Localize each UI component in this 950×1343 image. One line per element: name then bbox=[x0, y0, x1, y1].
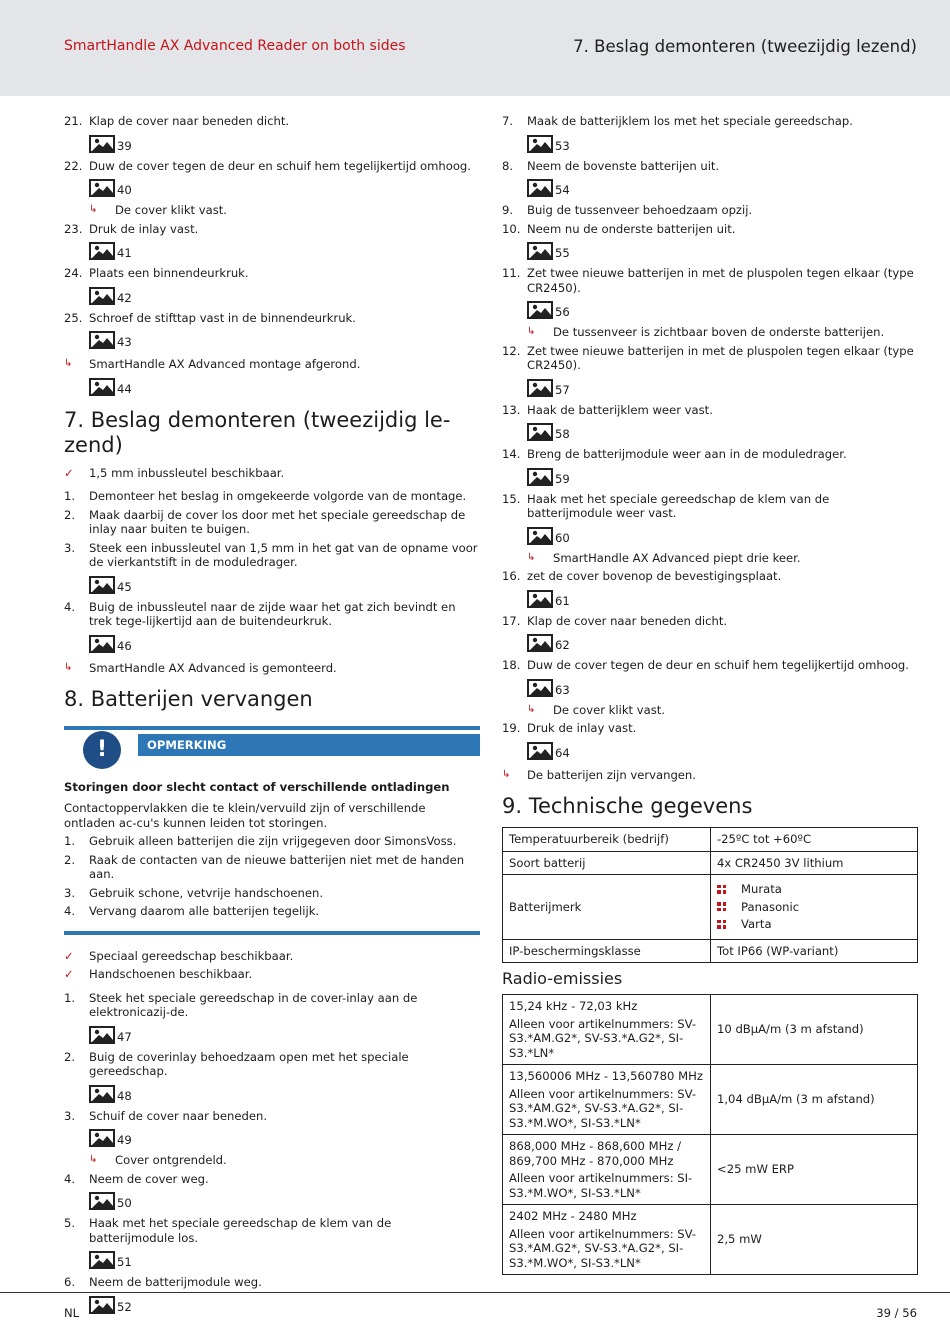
list-item bbox=[502, 569, 918, 584]
result-text: Cover ontgrendeld. bbox=[115, 1153, 227, 1167]
frequency-cell bbox=[503, 1135, 711, 1205]
frequency-cell bbox=[503, 1205, 711, 1275]
image-icon bbox=[89, 1085, 115, 1103]
result-text: De tussenveer is zichtbaar boven de onderste batterijen. bbox=[553, 325, 885, 339]
image-icon bbox=[89, 135, 115, 153]
figure-number: 62 bbox=[555, 638, 570, 652]
step-number: 8. bbox=[502, 158, 514, 173]
assembly-complete-result bbox=[64, 357, 480, 372]
step-number: 3. bbox=[64, 1108, 76, 1123]
header-product-title: SmartHandle AX Advanced Reader on both sides bbox=[64, 38, 406, 54]
step-number: 5. bbox=[64, 1216, 76, 1230]
checkmark-icon: ✓ bbox=[64, 948, 74, 963]
list-item bbox=[64, 1216, 480, 1245]
brand-list-item bbox=[717, 917, 911, 932]
step-number: 24. bbox=[64, 266, 83, 280]
result-text: De cover klikt vast. bbox=[553, 702, 665, 717]
frequency-cell bbox=[503, 1065, 711, 1135]
step-text: Klap de cover naar beneden dicht. bbox=[89, 114, 290, 128]
result-arrow-icon: ↳ bbox=[64, 661, 73, 673]
step-number: 22. bbox=[64, 158, 83, 173]
emission-value-cell: 10 dBµA/m (3 m afstand) bbox=[711, 995, 918, 1065]
red-bullet-icon bbox=[717, 885, 726, 894]
figure-placeholder bbox=[89, 1190, 480, 1210]
step-number: 4. bbox=[64, 1171, 76, 1186]
figure-number: 54 bbox=[555, 183, 570, 197]
image-icon bbox=[527, 379, 553, 397]
figure-placeholder bbox=[527, 240, 918, 260]
checklist-text: Handschoenen beschikbaar. bbox=[89, 967, 253, 981]
list-item bbox=[64, 834, 480, 849]
step-text: Buig de coverinlay behoedzaam open met het speciale gereedschap. bbox=[89, 1049, 409, 1078]
list-item bbox=[64, 114, 480, 129]
step-number: 17. bbox=[502, 613, 521, 628]
battery-replaced-result bbox=[502, 768, 918, 783]
table-row bbox=[503, 851, 918, 875]
step-text: Duw de cover tegen de deur en schuif hem tegelijkertijd omhoog. bbox=[527, 658, 909, 672]
list-item bbox=[64, 266, 480, 281]
figure-placeholder bbox=[527, 525, 918, 545]
section-9-heading: 9. Technische gegevens bbox=[502, 794, 753, 818]
result-arrow-icon: ↳ bbox=[502, 768, 511, 780]
list-item bbox=[502, 203, 918, 218]
list-item bbox=[64, 159, 480, 174]
table-value-cell: -25ºC tot +60ºC bbox=[711, 828, 918, 852]
result-arrow-icon: ↳ bbox=[527, 326, 536, 337]
figure-placeholder bbox=[89, 329, 480, 349]
list-item bbox=[502, 114, 918, 129]
list-item bbox=[64, 1172, 480, 1187]
step-text: Gebruik alleen batterijen die zijn vrijgegeven door SimonsVoss. bbox=[89, 834, 457, 848]
figure-number: 61 bbox=[555, 593, 570, 608]
table-row bbox=[503, 1205, 918, 1275]
step-text: Druk de inlay vast. bbox=[89, 221, 199, 236]
footer-page-number: 39 / 56 bbox=[876, 1306, 917, 1320]
figure-placeholder bbox=[89, 240, 480, 260]
step-number: 1. bbox=[64, 834, 76, 848]
notice-bottom-bar bbox=[64, 931, 480, 935]
emission-value-cell: 1,04 dBµA/m (3 m afstand) bbox=[711, 1065, 918, 1135]
image-icon bbox=[527, 135, 553, 153]
step-text: Buig de tussenveer behoedzaam opzij. bbox=[527, 203, 753, 217]
step-number: 21. bbox=[64, 114, 83, 128]
step-text: Gebruik schone, vetvrije handschoenen. bbox=[89, 885, 324, 900]
step-number: 10. bbox=[502, 221, 521, 236]
notice-text: Contactoppervlakken die te klein/vervuild zijn of verschillende ontladen ac-cu's kunnen leiden tot storingen. bbox=[64, 801, 426, 830]
figure-number: 57 bbox=[555, 382, 570, 397]
figure-placeholder bbox=[89, 133, 480, 153]
list-item bbox=[502, 614, 918, 629]
list-item bbox=[502, 721, 918, 736]
table-row bbox=[503, 995, 918, 1065]
step-number: 2. bbox=[64, 507, 76, 522]
article-numbers-note: Alleen voor artikelnummers: SV-S3.*AM.G2*, SV-S3.*A.G2*, SI-S3.*LN* bbox=[509, 1016, 697, 1060]
image-icon bbox=[527, 468, 553, 486]
figure-placeholder bbox=[89, 574, 480, 594]
table-key-cell: Soort batterij bbox=[503, 851, 711, 875]
figure-placeholder bbox=[89, 1083, 480, 1103]
image-icon bbox=[527, 423, 553, 441]
figure-number: 58 bbox=[555, 427, 570, 441]
figure-placeholder bbox=[89, 1294, 480, 1314]
image-icon bbox=[89, 242, 115, 260]
brand-list-item bbox=[717, 900, 911, 915]
list-item bbox=[64, 541, 480, 570]
table-row bbox=[503, 875, 918, 940]
figure-placeholder bbox=[527, 740, 918, 760]
figure-number: 55 bbox=[555, 246, 570, 260]
image-icon bbox=[527, 179, 553, 197]
image-icon bbox=[89, 1129, 115, 1147]
result-arrow-icon: ↳ bbox=[527, 551, 536, 563]
table-value-cell: Tot IP66 (WP-variant) bbox=[711, 939, 918, 963]
figure-number: 39 bbox=[117, 138, 132, 153]
step-text: Plaats een binnendeurkruk. bbox=[89, 266, 249, 280]
figure-placeholder bbox=[527, 133, 918, 153]
checklist-item bbox=[64, 466, 480, 481]
list-item bbox=[64, 991, 480, 1020]
step-text: Zet twee nieuwe batterijen in met de pluspolen tegen elkaar (type CR2450). bbox=[527, 266, 914, 295]
image-icon bbox=[527, 590, 553, 608]
list-item bbox=[502, 266, 918, 295]
checklist-item bbox=[64, 949, 480, 964]
table-row bbox=[503, 828, 918, 852]
checkmark-icon: ✓ bbox=[64, 967, 74, 981]
result-text: SmartHandle AX Advanced piept drie keer. bbox=[553, 550, 801, 565]
step-text: Steek een inbussleutel van 1,5 mm in het gat van de opname voor de vierkantstift in de moduledrager. bbox=[89, 540, 478, 569]
result-text: SmartHandle AX Advanced is gemonteerd. bbox=[89, 660, 337, 675]
step-number: 9. bbox=[502, 203, 514, 217]
list-item bbox=[64, 1109, 480, 1124]
figure-number: 40 bbox=[117, 183, 132, 197]
step-result bbox=[527, 551, 918, 566]
exclamation-icon: ! bbox=[83, 731, 121, 769]
table-key-cell: Temperatuurbereik (bedrijf) bbox=[503, 828, 711, 852]
step-text: Neem de batterijmodule weg. bbox=[89, 1275, 262, 1289]
figure-number: 52 bbox=[117, 1299, 132, 1314]
brand-name: Murata bbox=[741, 882, 782, 896]
figure-placeholder bbox=[527, 421, 918, 441]
list-item bbox=[64, 489, 480, 504]
result-text: De cover klikt vast. bbox=[115, 203, 227, 217]
red-bullet-icon bbox=[717, 902, 726, 911]
step-number: 23. bbox=[64, 221, 83, 236]
step-number: 3. bbox=[64, 885, 76, 900]
result-arrow-icon: ↳ bbox=[527, 703, 536, 715]
step-text: Raak de contacten van de nieuwe batterijen niet met de handen aan. bbox=[89, 852, 465, 881]
page-header bbox=[0, 0, 950, 96]
frequency-cell bbox=[503, 995, 711, 1065]
table-value-cell bbox=[711, 875, 918, 940]
technical-data-table bbox=[502, 827, 918, 963]
table-row bbox=[503, 1135, 918, 1205]
checklist-text: 1,5 mm inbussleutel beschikbaar. bbox=[89, 465, 285, 480]
image-icon bbox=[89, 1026, 115, 1044]
step-text: Haak de batterijklem weer vast. bbox=[527, 402, 713, 417]
notice-label: OPMERKING bbox=[138, 734, 480, 756]
step-number: 4. bbox=[64, 904, 76, 918]
step-text: Neem de cover weg. bbox=[89, 1171, 209, 1186]
figure-placeholder bbox=[527, 632, 918, 652]
article-numbers-note: Alleen voor artikelnummers: SI-S3.*M.WO*, SI-S3.*LN* bbox=[509, 1171, 693, 1200]
list-item bbox=[502, 222, 918, 237]
step-number: 3. bbox=[64, 540, 76, 555]
figure-number: 64 bbox=[555, 745, 570, 760]
notice-box bbox=[64, 726, 480, 764]
checklist-text: Speciaal gereedschap beschikbaar. bbox=[89, 948, 294, 963]
step-number: 25. bbox=[64, 310, 83, 325]
image-icon bbox=[89, 1192, 115, 1210]
result-arrow-icon: ↳ bbox=[89, 204, 98, 215]
step-number: 19. bbox=[502, 721, 521, 735]
list-item bbox=[64, 508, 480, 537]
image-icon bbox=[527, 242, 553, 260]
table-row bbox=[503, 1065, 918, 1135]
step-number: 1. bbox=[64, 489, 76, 503]
figure-number: 60 bbox=[555, 530, 570, 545]
figure-placeholder bbox=[527, 466, 918, 486]
figure-number: 56 bbox=[555, 305, 570, 319]
result-text: De batterijen zijn vervangen. bbox=[527, 767, 696, 782]
figure-placeholder bbox=[89, 1024, 480, 1044]
image-icon bbox=[89, 1251, 115, 1269]
figure-placeholder bbox=[89, 1249, 480, 1269]
step-result bbox=[89, 203, 480, 218]
step-number: 7. bbox=[502, 114, 514, 128]
figure-number: 53 bbox=[555, 138, 570, 153]
step-number: 1. bbox=[64, 990, 76, 1005]
frequency-range: 868,000 MHz - 868,600 MHz / 869,700 MHz - 870,000 MHz bbox=[509, 1139, 682, 1168]
image-icon bbox=[527, 634, 553, 652]
step-number: 15. bbox=[502, 491, 521, 506]
image-icon bbox=[89, 331, 115, 349]
figure-placeholder bbox=[527, 299, 918, 319]
step-number: 2. bbox=[64, 1049, 76, 1064]
article-numbers-note: Alleen voor artikelnummers: SV-S3.*AM.G2*, SV-S3.*A.G2*, SI-S3.*M.WO*, SI-S3.*LN* bbox=[509, 1226, 697, 1270]
brand-list-item bbox=[717, 882, 911, 897]
step-text: Neem nu de onderste batterijen uit. bbox=[527, 221, 736, 236]
step-number: 14. bbox=[502, 447, 521, 461]
image-icon bbox=[527, 679, 553, 697]
step-result bbox=[527, 325, 918, 340]
result-arrow-icon: ↳ bbox=[64, 358, 73, 369]
footer-language: NL bbox=[64, 1306, 80, 1320]
section-7-heading: 7. Beslag demonteren (tweezijdig le-zend) bbox=[64, 407, 451, 457]
step-text: Haak met het speciale gereedschap de klem van de batterijmodule weer vast. bbox=[527, 491, 830, 520]
result-arrow-icon: ↳ bbox=[89, 1154, 98, 1165]
list-item bbox=[502, 344, 918, 373]
frequency-range: 13,560006 MHz - 13,560780 MHz bbox=[509, 1069, 703, 1083]
frequency-range: 2402 MHz - 2480 MHz bbox=[509, 1209, 637, 1223]
list-item bbox=[64, 904, 480, 919]
figure-number: 41 bbox=[117, 246, 132, 260]
list-item bbox=[502, 403, 918, 418]
figure-placeholder bbox=[89, 285, 480, 305]
step-number: 18. bbox=[502, 658, 521, 672]
footer-divider bbox=[0, 1292, 950, 1293]
image-icon bbox=[89, 378, 115, 396]
step-result bbox=[527, 703, 918, 718]
step-text: Schroef de stifttap vast in de binnendeurkruk. bbox=[89, 310, 356, 325]
list-item bbox=[64, 600, 480, 629]
figure-placeholder bbox=[89, 1127, 480, 1147]
image-icon bbox=[89, 1296, 115, 1314]
step-text: Duw de cover tegen de deur en schuif hem tegelijkertijd omhoog. bbox=[89, 158, 471, 173]
checkmark-icon: ✓ bbox=[64, 465, 74, 480]
figure-placeholder bbox=[89, 376, 480, 396]
step-text: Haak met het speciale gereedschap de klem van de batterijmodule los. bbox=[89, 1216, 392, 1245]
step-text: zet de cover bovenop de bevestigingsplaat. bbox=[527, 569, 782, 583]
figure-placeholder bbox=[527, 177, 918, 197]
step-result bbox=[89, 1153, 480, 1168]
radio-emissions-table bbox=[502, 994, 918, 1275]
list-item bbox=[502, 658, 918, 673]
figure-placeholder bbox=[89, 177, 480, 197]
list-item bbox=[502, 447, 918, 462]
emission-value-cell: <25 mW ERP bbox=[711, 1135, 918, 1205]
table-key-cell: Batterijmerk bbox=[503, 875, 711, 940]
figure-number: 63 bbox=[555, 682, 570, 697]
step-number: 12. bbox=[502, 343, 521, 358]
figure-number: 50 bbox=[117, 1196, 132, 1210]
step-text: Demonteer het beslag in omgekeerde volgorde van de montage. bbox=[89, 489, 467, 503]
brand-name: Varta bbox=[741, 917, 772, 931]
step-text: Schuif de cover naar beneden. bbox=[89, 1108, 268, 1123]
brand-name: Panasonic bbox=[741, 899, 800, 914]
emission-value-cell: 2,5 mW bbox=[711, 1205, 918, 1275]
section-8-heading: 8. Batterijen vervangen bbox=[64, 687, 313, 711]
image-icon bbox=[89, 179, 115, 197]
list-item bbox=[64, 853, 480, 882]
figure-placeholder bbox=[527, 677, 918, 697]
figure-number: 45 bbox=[117, 579, 132, 594]
step-number: 16. bbox=[502, 569, 521, 583]
list-item bbox=[64, 1275, 480, 1290]
left-column bbox=[64, 114, 480, 1320]
list-item bbox=[64, 1050, 480, 1079]
step-text: Klap de cover naar beneden dicht. bbox=[527, 613, 728, 628]
table-row bbox=[503, 939, 918, 963]
notice-top-bar bbox=[64, 726, 480, 730]
figure-placeholder bbox=[527, 377, 918, 397]
image-icon bbox=[89, 576, 115, 594]
step-number: 2. bbox=[64, 852, 76, 867]
step-text: Druk de inlay vast. bbox=[527, 721, 637, 735]
notice-heading: Storingen door slecht contact of verschillende ontladingen bbox=[64, 780, 450, 794]
figure-placeholder bbox=[527, 588, 918, 608]
list-item bbox=[502, 159, 918, 174]
step-text: Neem de bovenste batterijen uit. bbox=[527, 158, 720, 173]
step-text: Vervang daarom alle batterijen tegelijk. bbox=[89, 904, 320, 918]
figure-placeholder bbox=[89, 633, 480, 653]
step-text: Maak daarbij de cover los door met het speciale gereedschap de inlay naar buiten te buigen. bbox=[89, 507, 466, 536]
step-text: Zet twee nieuwe batterijen in met de pluspolen tegen elkaar (type CR2450). bbox=[527, 343, 914, 372]
header-chapter-title: 7. Beslag demonteren (tweezijdig lezend) bbox=[573, 37, 917, 56]
image-icon bbox=[527, 527, 553, 545]
table-value-cell: 4x CR2450 3V lithium bbox=[711, 851, 918, 875]
figure-number: 49 bbox=[117, 1133, 132, 1147]
table-key-cell: IP-beschermingsklasse bbox=[503, 939, 711, 963]
step-text: Steek het speciale gereedschap in de cover-inlay aan de elektronicazij-de. bbox=[89, 990, 418, 1019]
image-icon bbox=[89, 635, 115, 653]
list-item bbox=[64, 311, 480, 326]
right-column bbox=[502, 114, 918, 1275]
figure-number: 59 bbox=[555, 471, 570, 486]
list-item bbox=[64, 886, 480, 901]
disassembly-result bbox=[64, 661, 480, 676]
red-bullet-icon bbox=[717, 920, 726, 929]
step-number: 11. bbox=[502, 266, 521, 280]
step-number: 13. bbox=[502, 402, 521, 417]
radio-emissions-heading: Radio-emissies bbox=[502, 969, 623, 988]
figure-number: 46 bbox=[117, 638, 132, 653]
image-icon bbox=[89, 287, 115, 305]
figure-number: 44 bbox=[117, 381, 132, 396]
step-text: Breng de batterijmodule weer aan in de moduledrager. bbox=[527, 447, 847, 461]
checklist-item bbox=[64, 967, 480, 982]
article-numbers-note: Alleen voor artikelnummers: SV-S3.*AM.G2*, SV-S3.*A.G2*, SI-S3.*M.WO*, SI-S3.*LN* bbox=[509, 1086, 697, 1130]
image-icon bbox=[527, 301, 553, 319]
step-text: Buig de inbussleutel naar de zijde waar het gat zich bevindt en trek tege-lijkertijd aan de buitendeurkruk. bbox=[89, 599, 456, 628]
step-number: 4. bbox=[64, 599, 76, 614]
step-number: 6. bbox=[64, 1275, 76, 1289]
list-item bbox=[502, 492, 918, 521]
image-icon bbox=[527, 742, 553, 760]
figure-number: 51 bbox=[117, 1255, 132, 1269]
list-item bbox=[64, 222, 480, 237]
frequency-range: 15,24 kHz - 72,03 kHz bbox=[509, 999, 638, 1013]
figure-number: 47 bbox=[117, 1029, 132, 1044]
result-text: SmartHandle AX Advanced montage afgerond. bbox=[89, 357, 361, 371]
step-text: Maak de batterijklem los met het speciale gereedschap. bbox=[527, 114, 853, 128]
figure-number: 42 bbox=[117, 290, 132, 305]
figure-number: 48 bbox=[117, 1088, 132, 1103]
figure-number: 43 bbox=[117, 335, 132, 349]
